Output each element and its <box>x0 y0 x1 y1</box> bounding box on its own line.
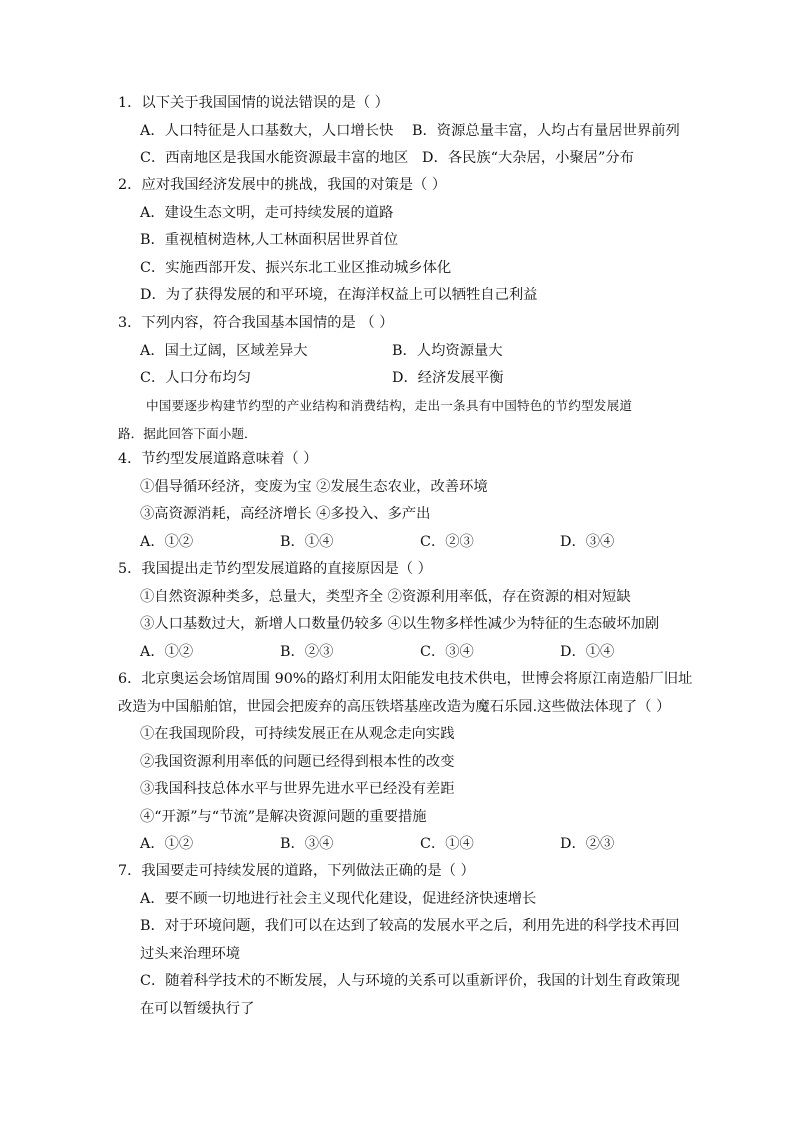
question-5 <box>118 556 688 666</box>
option-c: C．人口分布均匀 <box>140 370 252 386</box>
option-b: B．③④ <box>280 836 334 852</box>
options-row <box>118 365 688 393</box>
question-6 <box>118 666 693 859</box>
question-stem: 4．节约型发展道路意味着（ ） <box>118 451 318 467</box>
option-d: D．③④ <box>560 533 615 550</box>
question-stem: 6．北京奥运会场馆周围 90%的路灯利用太阳能发电技术供电，世博会将原江南造船厂旧址 <box>118 671 693 687</box>
option-a: A．①② <box>140 643 194 660</box>
option-c: C．②③ <box>420 533 474 550</box>
statement-line: ①自然资源种类多，总量大，类型齐全 ②资源利用率低，存在资源的相对短缺 <box>140 588 631 605</box>
option-b: B．重视植树造林,人工林面积居世界首位 <box>140 232 399 248</box>
question-stem: 2．应对我国经济发展中的挑战，我国的对策是（ ） <box>118 177 447 193</box>
option-c: C．实施西部开发、振兴东北工业区推动城乡体化 <box>140 259 452 276</box>
option-c-cont: 在可以暂缓执行了 <box>140 1000 255 1017</box>
option-a: A．人口特征是人口基数大，人口增长快 <box>140 122 394 139</box>
option-d: D．各民族“大杂居，小聚居”分布 <box>422 150 634 166</box>
option-a: A．要不顾一切地进行社会主义现代化建设，促进经济快速增长 <box>140 890 537 907</box>
options-row <box>118 831 688 859</box>
question-3 <box>118 310 688 393</box>
question-1 <box>118 90 688 173</box>
options-row <box>118 639 688 667</box>
statement-line: ①在我国现阶段，可持续发展正在从观念走向实践 <box>140 726 455 742</box>
options-row <box>118 338 688 366</box>
passage-line: 中国要逐步构建节约型的产业结构和消费结构，走出一条具有中国特色的节约型发展道 <box>146 398 633 413</box>
option-c: C．西南地区是我国水能资源最丰富的地区 <box>140 150 409 166</box>
option-b: B．①④ <box>280 533 334 550</box>
options-row <box>118 145 688 173</box>
question-4 <box>118 446 688 556</box>
question-7 <box>118 858 688 1023</box>
option-d: D．经济发展平衡 <box>392 370 504 386</box>
option-d: D．①④ <box>560 643 615 660</box>
option-b: B．资源总量丰富，人均占有量居世界前列 <box>412 122 680 139</box>
reading-passage <box>118 392 688 447</box>
option-b-cont: 过头来治理环境 <box>140 945 241 962</box>
question-stem: 3．下列内容，符合我国基本国情的是 （ ） <box>118 315 394 331</box>
option-b: B．②③ <box>280 643 334 660</box>
statement-line: ③高资源消耗，高经济增长 ④多投入、多产出 <box>140 506 431 522</box>
question-2 <box>118 172 688 310</box>
question-stem: 5．我国提出走节约型发展道路的直接原因是（ ） <box>118 561 432 577</box>
statement-line: ③人口基数过大，新增人口数量仍较多 ④以生物多样性减少为特征的生态破坏加剧 <box>140 616 660 632</box>
statement-line: ④“开源”与“节流”是解决资源问题的重要措施 <box>140 808 427 825</box>
question-stem: 7．我国要走可持续发展的道路，下列做法正确的是（ ） <box>118 863 475 879</box>
option-c: C．①④ <box>420 836 474 852</box>
option-a: A．建设生态文明，走可持续发展的道路 <box>140 204 394 221</box>
option-d: D．②③ <box>560 836 615 852</box>
option-a: A．①② <box>140 533 194 550</box>
options-row <box>118 118 688 146</box>
statement-line: ③我国科技总体水平与世界先进水平已经没有差距 <box>140 781 455 797</box>
passage-line: 路．据此回答下面小题． <box>118 425 257 441</box>
options-row <box>118 529 688 557</box>
statement-line: ①倡导循环经济，变废为宝 ②发展生态农业，改善环境 <box>140 478 488 495</box>
option-b: B．人均资源量大 <box>392 342 503 359</box>
option-c: C．③④ <box>420 643 474 660</box>
option-a: A．①② <box>140 836 194 852</box>
option-c: C．随着科学技术的不断发展，人与环境的关系可以重新评价，我国的计划生育政策现 <box>140 973 680 989</box>
question-stem-cont: 改造为中国船舶馆，世园会把废弃的高压铁塔基座改造为魔石乐园.这些做法体现了（ ） <box>118 698 671 715</box>
option-b: B．对于环境问题，我们可以在达到了较高的发展水平之后，利用先进的科学技术再回 <box>140 918 680 934</box>
option-d: D．为了获得发展的和平环境，在海洋权益上可以牺牲自己利益 <box>140 287 538 303</box>
option-a: A．国土辽阔，区域差异大 <box>140 342 308 359</box>
question-stem: 1．以下关于我国国情的说法错误的是（ ） <box>118 95 389 111</box>
statement-line: ②我国资源利用率低的问题已经得到根本性的改变 <box>140 753 455 770</box>
